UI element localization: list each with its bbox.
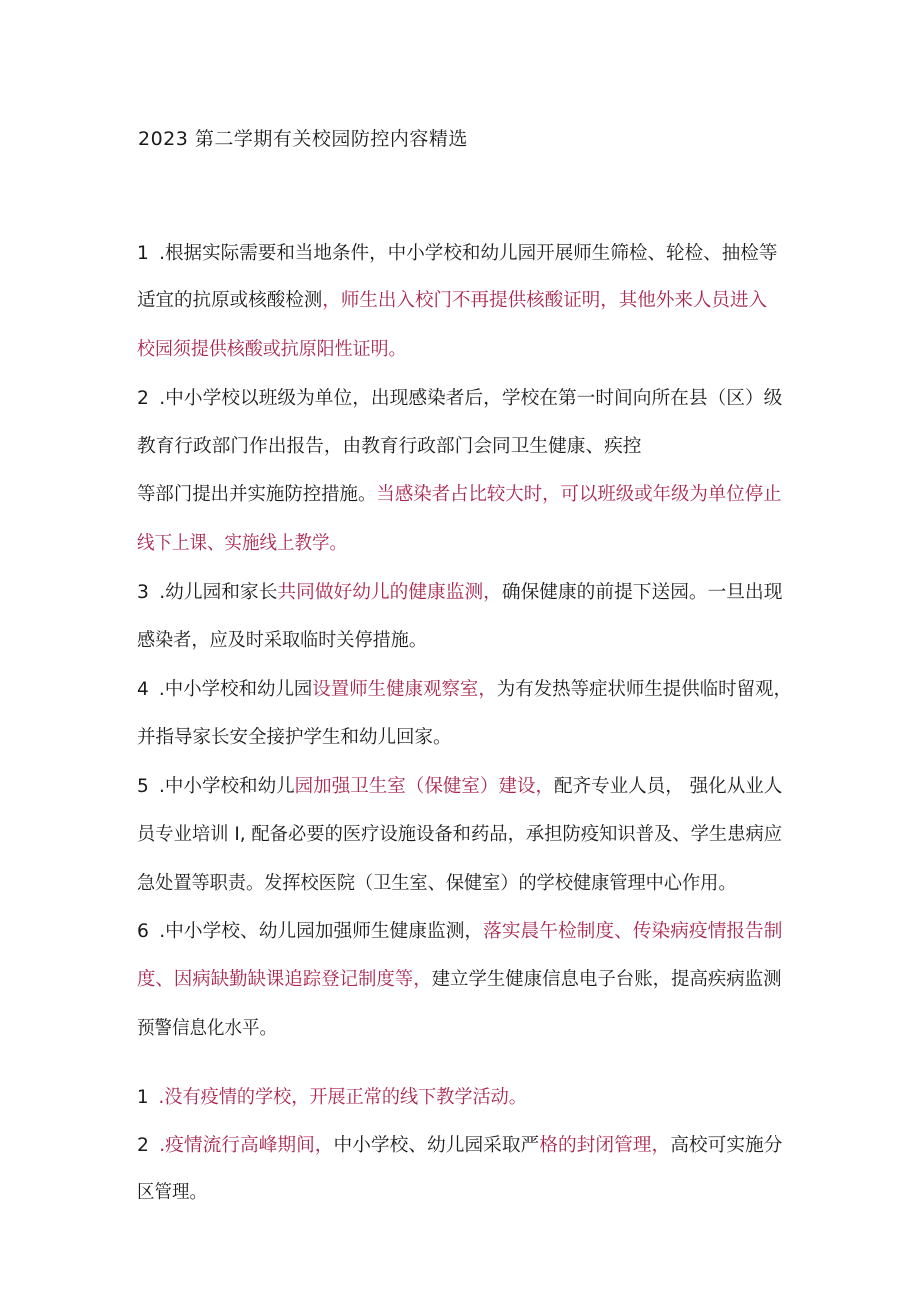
text-line — [137, 967, 782, 993]
list-number: 2 — [137, 388, 149, 409]
list-number: 6 — [137, 921, 149, 942]
text-line — [137, 482, 782, 508]
list-number: 4 — [137, 679, 149, 700]
text-line — [137, 774, 782, 800]
text-line — [137, 288, 767, 314]
text-line — [137, 822, 782, 848]
highlighted-text: 校园须提供核酸或抗原阳性证明。 — [137, 339, 407, 360]
body-text: .中小学校和幼儿园 — [158, 679, 313, 700]
body-text: .幼儿园和家长 — [159, 582, 278, 603]
body-text: 区管理。 — [137, 1182, 208, 1203]
highlighted-text: 线下上课、实施线上教学。 — [137, 533, 348, 554]
body-text: 员专业培训 I, 配备必要的医疗设施设备和药品，承担防疫知识普及、学生患病应 — [137, 824, 783, 845]
highlighted-text: .没有疫情的学校，开展正常的线下教学活动。 — [158, 1087, 527, 1108]
highlighted-text: 格的封闭管理， — [539, 1135, 671, 1156]
highlighted-text: 园加强卫生室（保健室）建设， — [294, 776, 555, 797]
highlighted-text: 共同做好幼儿的健康监测， — [277, 582, 502, 603]
body-text: 建立学生健康信息电子台账，提高疾病监测 — [431, 969, 782, 990]
list-number: 1 — [137, 1087, 149, 1108]
body-text: 并指导家长安全接护学生和幼儿回家。 — [137, 727, 452, 748]
text-line — [137, 1180, 207, 1206]
body-text: .中小学校以班级为单位，出现感染者后，学校在第一时间向所在县（区）级 — [159, 388, 783, 409]
highlighted-text: .疫情流行高峰期间， — [159, 1135, 334, 1156]
document-title: 2023 第二学期有关校园防控内容精选 — [138, 128, 468, 150]
list-number: 2 — [137, 1135, 149, 1156]
body-text: 适宜的抗原或核酸检测 — [137, 290, 323, 311]
body-text: 中小学校、幼儿园采取严 — [333, 1135, 540, 1156]
text-line — [137, 1085, 527, 1111]
list-number: 5 — [137, 776, 149, 797]
body-text: 急处置等职责。发挥校医院（卫生室、保健室）的学校健康管理中心作用。 — [137, 873, 737, 894]
list-number: 1 — [137, 243, 149, 264]
text-line — [137, 241, 777, 267]
text-line — [137, 434, 642, 460]
list-number: 3 — [137, 582, 149, 603]
text-line — [137, 580, 782, 606]
highlighted-text: 度、因病缺勤缺课追踪登记制度等， — [137, 969, 432, 990]
body-text: 高校可实施分 — [670, 1135, 783, 1156]
body-text: 教育行政部门作出报告，由教育行政部门会同卫生健康、疾控 — [137, 436, 642, 457]
text-line — [137, 919, 782, 945]
text-line — [137, 628, 427, 654]
text-line — [137, 337, 407, 363]
highlighted-text: 设置师生健康观察室， — [312, 679, 497, 700]
text-line — [137, 1016, 277, 1042]
highlighted-text: 落实晨午检制度、传染病疫情报告制 — [483, 921, 783, 942]
text-line — [137, 871, 737, 897]
body-text: 预警信息化水平。 — [137, 1018, 278, 1039]
body-text: .中小学校和幼儿 — [159, 776, 295, 797]
body-text: 等部门提出并实施防控措施。 — [137, 484, 377, 505]
body-text: 确保健康的前提下送园。一旦出现 — [501, 582, 783, 603]
text-line — [137, 386, 782, 412]
body-text: 为有发热等症状师生提供临时留观， — [496, 679, 792, 700]
text-line — [137, 677, 792, 703]
text-line — [137, 725, 452, 751]
body-text: 配齐专业人员， 强化从业人 — [554, 776, 783, 797]
text-line — [137, 531, 347, 557]
body-text: 感染者，应及时采取临时关停措施。 — [137, 630, 428, 651]
highlighted-text: ，师生出入校门不再提供核酸证明，其他外来人员进入 — [322, 290, 768, 311]
highlighted-text: 当感染者占比较大时，可以班级或年级为单位停止 — [376, 484, 782, 505]
text-line — [137, 1133, 782, 1159]
body-text: .根据实际需要和当地条件，中小学校和幼儿园开展师生筛检、轮检、抽检等 — [159, 243, 778, 264]
body-text: .中小学校、幼儿园加强师生健康监测， — [159, 921, 484, 942]
